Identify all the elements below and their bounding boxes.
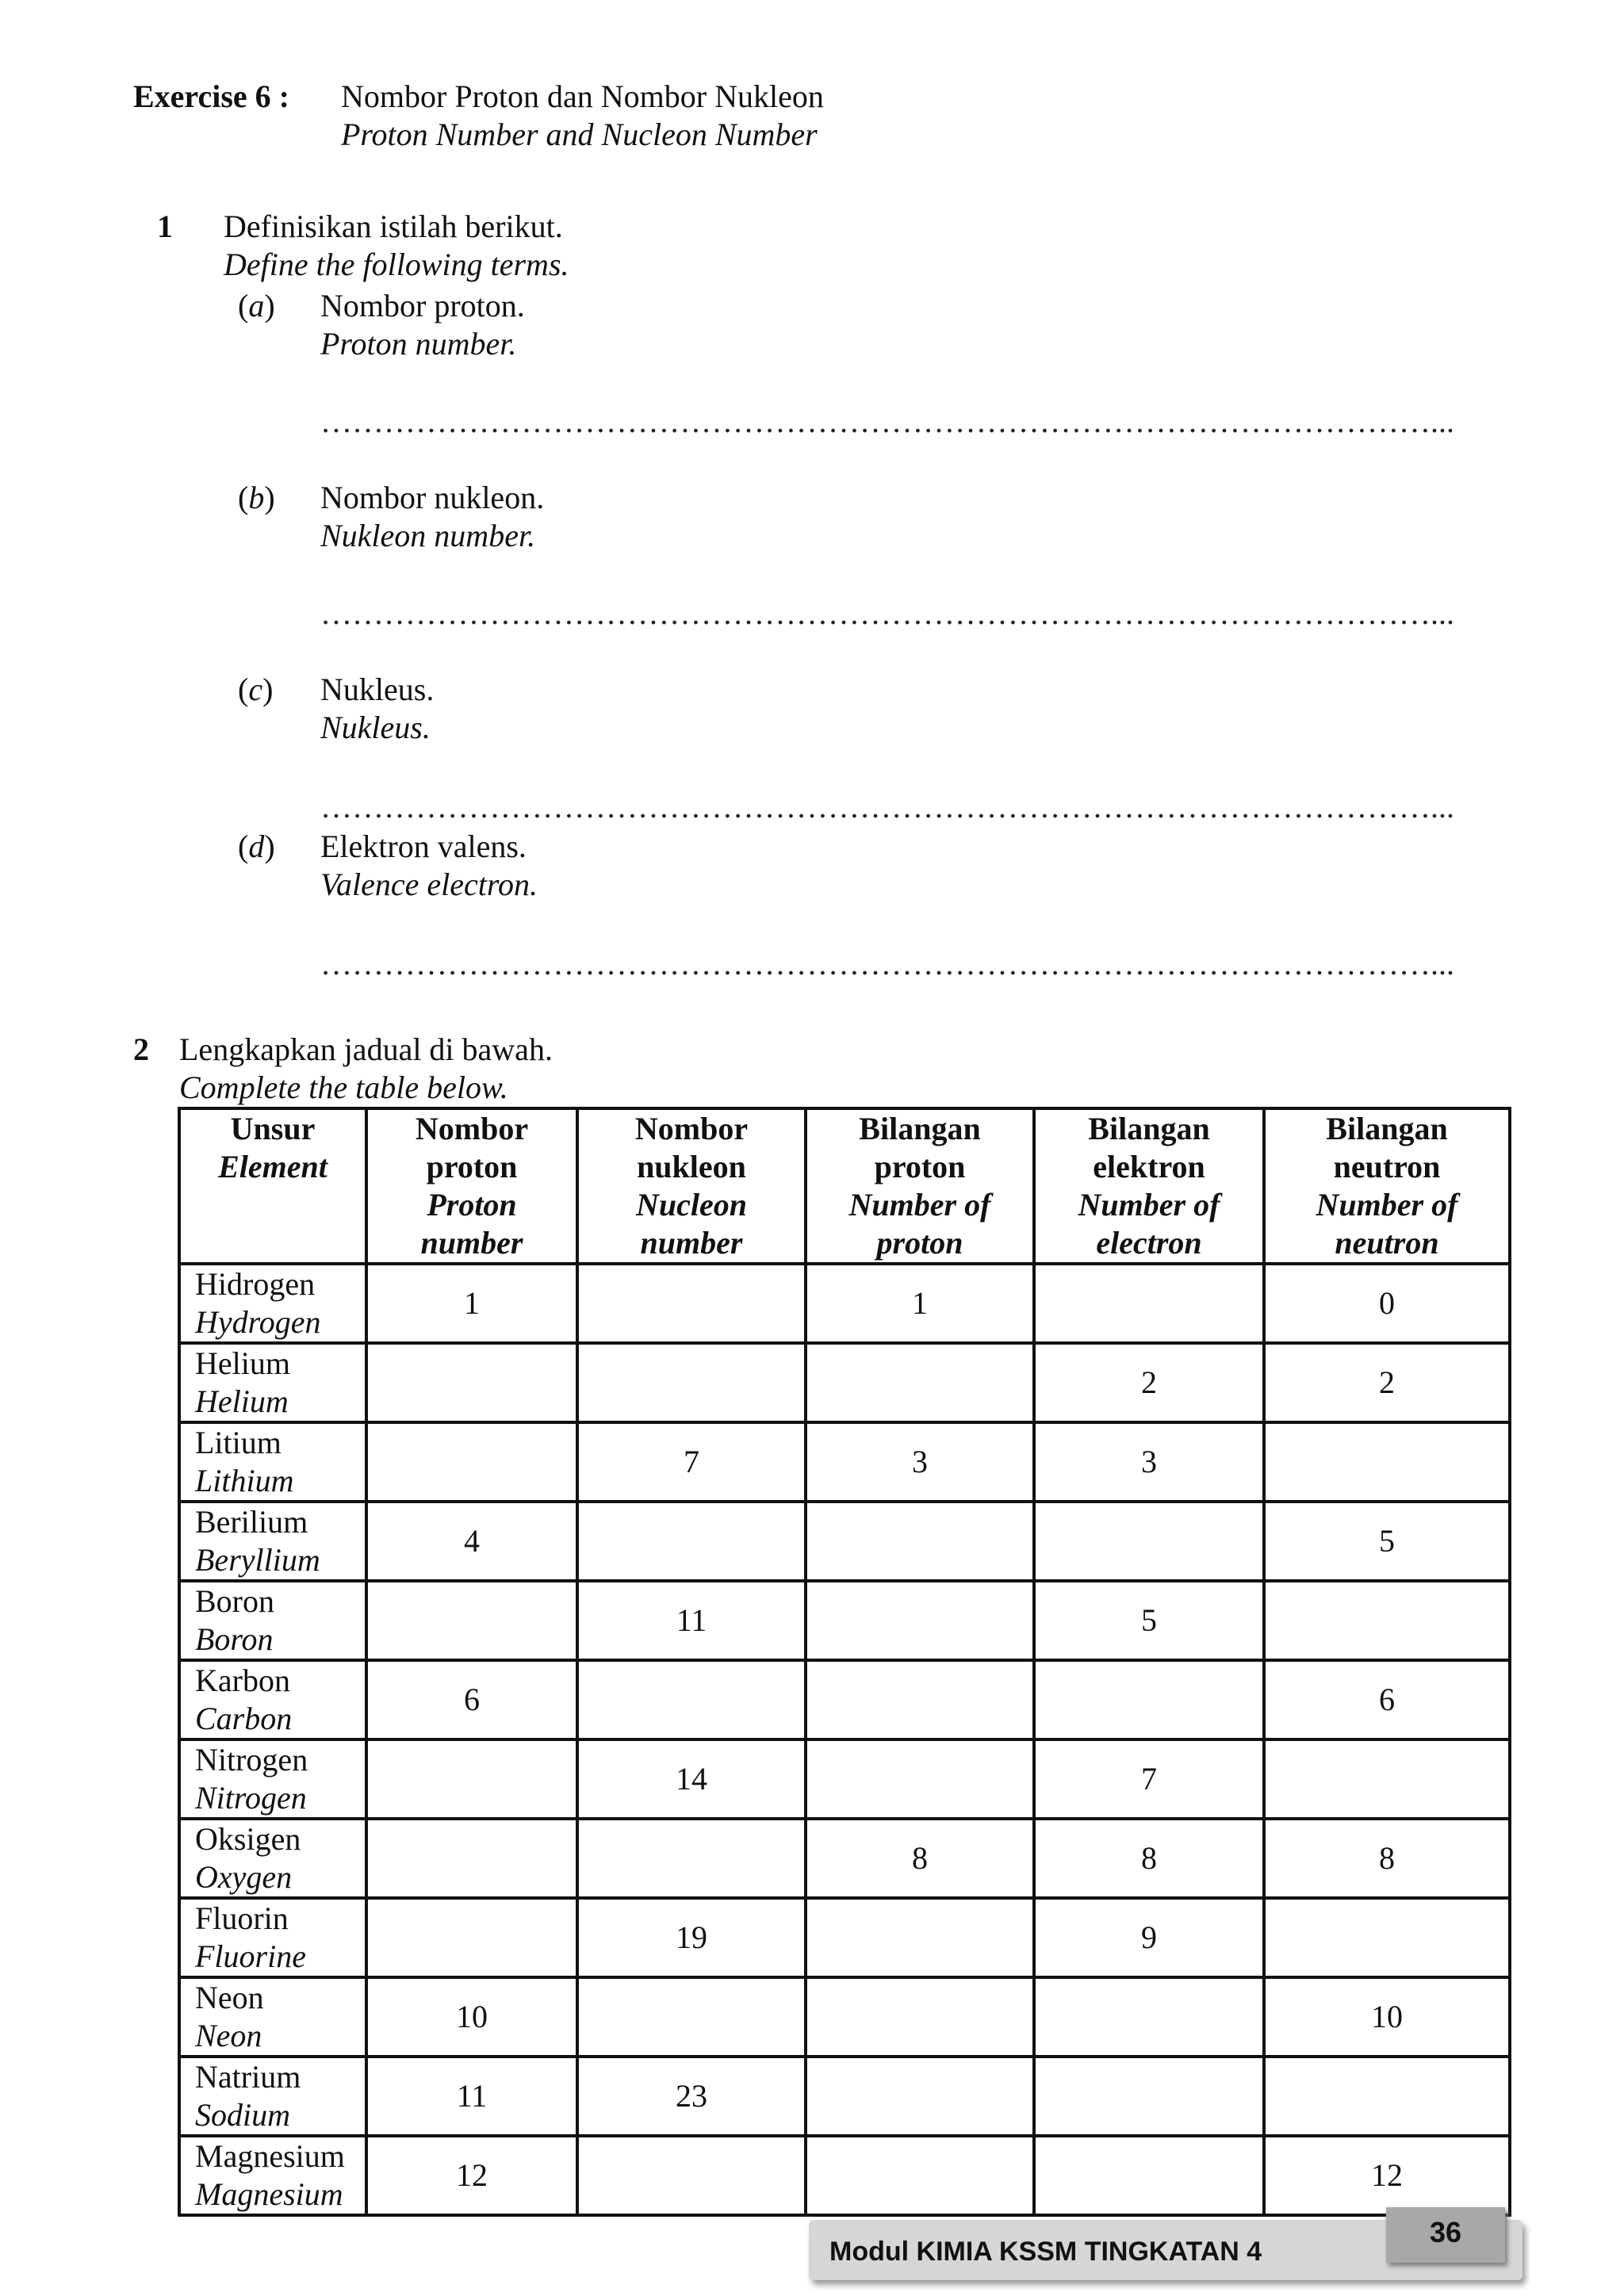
element-name-cell bbox=[179, 1422, 366, 1502]
element-name: Hidrogen bbox=[195, 1266, 316, 1302]
answer-cell[interactable] bbox=[366, 1422, 577, 1502]
element-name-cell bbox=[179, 2057, 366, 2136]
answer-cell[interactable] bbox=[806, 1343, 1034, 1422]
value-cell: 2 bbox=[1034, 1343, 1264, 1422]
answer-line-a[interactable]: ……………………………………………………………………………………………... bbox=[320, 404, 1454, 439]
table-row bbox=[179, 1343, 1510, 1422]
element-name-en: Magnesium bbox=[195, 2176, 343, 2212]
table-row bbox=[179, 1898, 1510, 1977]
answer-cell[interactable] bbox=[577, 1819, 806, 1898]
answer-cell[interactable] bbox=[577, 1977, 806, 2057]
item-c-term: Nukleus. bbox=[320, 672, 435, 707]
question-1-instruction-en: Define the following terms. bbox=[224, 247, 569, 282]
answer-cell[interactable] bbox=[1034, 2136, 1264, 2215]
value-cell: 19 bbox=[577, 1898, 806, 1977]
element-name: Fluorin bbox=[195, 1900, 289, 1936]
value-cell: 2 bbox=[1264, 1343, 1510, 1422]
table-row bbox=[179, 2136, 1510, 2215]
element-name-cell bbox=[179, 1502, 366, 1581]
table-row bbox=[179, 1581, 1510, 1660]
value-cell: 23 bbox=[577, 2057, 806, 2136]
item-d-term-en: Valence electron. bbox=[320, 867, 538, 902]
element-name-en: Helium bbox=[195, 1383, 289, 1419]
value-cell: 8 bbox=[1264, 1819, 1510, 1898]
element-name-en: Nitrogen bbox=[195, 1780, 307, 1816]
answer-cell[interactable] bbox=[366, 1739, 577, 1819]
element-name-cell bbox=[179, 1660, 366, 1739]
value-cell: 5 bbox=[1034, 1581, 1264, 1660]
value-cell: 12 bbox=[1264, 2136, 1510, 2215]
table-row bbox=[179, 1422, 1510, 1502]
element-table bbox=[178, 1107, 1511, 2217]
answer-cell[interactable] bbox=[577, 1660, 806, 1739]
item-c-term-en: Nukleus. bbox=[320, 710, 431, 745]
answer-cell[interactable] bbox=[1034, 1502, 1264, 1581]
value-cell: 11 bbox=[577, 1581, 806, 1660]
value-cell: 1 bbox=[806, 1264, 1034, 1343]
value-cell: 8 bbox=[1034, 1819, 1264, 1898]
item-a-term-en: Proton number. bbox=[320, 326, 517, 362]
element-name: Boron bbox=[195, 1583, 274, 1619]
element-name-cell bbox=[179, 1581, 366, 1660]
answer-line-d[interactable]: ……………………………………………………………………………………………... bbox=[320, 946, 1454, 982]
element-name: Helium bbox=[195, 1345, 290, 1381]
table-row bbox=[179, 1977, 1510, 2057]
header-number-of-proton: Bilangan proton Number of proton bbox=[806, 1108, 1034, 1264]
header-element: Unsur Element bbox=[179, 1108, 366, 1264]
element-name-cell bbox=[179, 2136, 366, 2215]
answer-cell[interactable] bbox=[577, 1264, 806, 1343]
answer-cell[interactable] bbox=[1034, 1660, 1264, 1739]
value-cell: 14 bbox=[577, 1739, 806, 1819]
value-cell: 9 bbox=[1034, 1898, 1264, 1977]
element-name: Nitrogen bbox=[195, 1742, 308, 1777]
answer-cell[interactable] bbox=[1264, 1739, 1510, 1819]
value-cell: 7 bbox=[1034, 1739, 1264, 1819]
answer-cell[interactable] bbox=[366, 1581, 577, 1660]
header-number-of-neutron: Bilangan neutron Number of neutron bbox=[1264, 1108, 1510, 1264]
value-cell: 0 bbox=[1264, 1264, 1510, 1343]
answer-cell[interactable] bbox=[366, 1343, 577, 1422]
answer-cell[interactable] bbox=[1034, 1264, 1264, 1343]
answer-cell[interactable] bbox=[1034, 1977, 1264, 2057]
table-row bbox=[179, 1819, 1510, 1898]
answer-line-b[interactable]: ……………………………………………………………………………………………... bbox=[320, 595, 1454, 631]
table-row bbox=[179, 2057, 1510, 2136]
question-2-number: 2 bbox=[133, 1031, 149, 1067]
table-row bbox=[179, 1264, 1510, 1343]
item-c-letter: (c) bbox=[238, 672, 274, 707]
value-cell: 12 bbox=[366, 2136, 577, 2215]
answer-cell[interactable] bbox=[806, 1739, 1034, 1819]
element-name-en: Lithium bbox=[195, 1463, 294, 1498]
value-cell: 6 bbox=[366, 1660, 577, 1739]
element-name-en: Hydrogen bbox=[195, 1304, 321, 1340]
answer-cell[interactable] bbox=[806, 2136, 1034, 2215]
table-row bbox=[179, 1739, 1510, 1819]
answer-cell[interactable] bbox=[806, 1977, 1034, 2057]
element-name-cell bbox=[179, 1264, 366, 1343]
element-name: Neon bbox=[195, 1980, 264, 2015]
item-d-term: Elektron valens. bbox=[320, 828, 527, 864]
table-row bbox=[179, 1502, 1510, 1581]
element-name-en: Sodium bbox=[195, 2097, 290, 2133]
page-number: 36 bbox=[1429, 2216, 1462, 2248]
answer-cell[interactable] bbox=[366, 1819, 577, 1898]
module-title: Modul KIMIA KSSM TINGKATAN 4 bbox=[829, 2237, 1262, 2267]
element-name-en: Neon bbox=[195, 2018, 262, 2053]
element-name: Natrium bbox=[195, 2059, 301, 2095]
table-header-row bbox=[179, 1108, 1510, 1264]
exercise-label: Exercise 6 : bbox=[133, 78, 289, 114]
value-cell: 10 bbox=[366, 1977, 577, 2057]
value-cell: 7 bbox=[577, 1422, 806, 1502]
answer-cell[interactable] bbox=[806, 1898, 1034, 1977]
element-name-cell bbox=[179, 1898, 366, 1977]
element-name-en: Fluorine bbox=[195, 1938, 306, 1974]
value-cell: 10 bbox=[1264, 1977, 1510, 2057]
element-name-cell bbox=[179, 1343, 366, 1422]
question-1-number: 1 bbox=[157, 209, 173, 244]
answer-cell[interactable] bbox=[806, 2057, 1034, 2136]
element-name: Karbon bbox=[195, 1663, 290, 1698]
table-body bbox=[179, 1264, 1510, 2215]
answer-cell[interactable] bbox=[1034, 2057, 1264, 2136]
value-cell: 3 bbox=[1034, 1422, 1264, 1502]
answer-cell[interactable] bbox=[577, 1502, 806, 1581]
element-name-cell bbox=[179, 1977, 366, 2057]
header-nucleon-number: Nombor nukleon Nucleon number bbox=[577, 1108, 806, 1264]
value-cell: 4 bbox=[366, 1502, 577, 1581]
element-name-cell bbox=[179, 1819, 366, 1898]
element-name-en: Oxygen bbox=[195, 1859, 293, 1895]
header-number-of-electron: Bilangan elektron Number of electron bbox=[1034, 1108, 1264, 1264]
element-name: Berilium bbox=[195, 1504, 308, 1540]
value-cell: 3 bbox=[806, 1422, 1034, 1502]
element-name-en: Beryllium bbox=[195, 1542, 320, 1578]
element-name-en: Boron bbox=[195, 1621, 274, 1657]
table-row bbox=[179, 1660, 1510, 1739]
exercise-title-en: Proton Number and Nucleon Number bbox=[341, 117, 818, 152]
answer-cell[interactable] bbox=[577, 1343, 806, 1422]
answer-cell[interactable] bbox=[1264, 1422, 1510, 1502]
exercise-title: Nombor Proton dan Nombor Nukleon bbox=[341, 78, 824, 114]
element-name: Litium bbox=[195, 1425, 282, 1460]
answer-cell[interactable] bbox=[1264, 1581, 1510, 1660]
item-d-letter: (d) bbox=[238, 828, 275, 864]
element-name-cell bbox=[179, 1739, 366, 1819]
question-2-instruction-en: Complete the table below. bbox=[179, 1070, 508, 1105]
item-b-letter: (b) bbox=[238, 480, 275, 515]
item-a-term: Nombor proton. bbox=[320, 288, 525, 323]
question-2-instruction: Lengkapkan jadual di bawah. bbox=[179, 1031, 553, 1067]
value-cell: 1 bbox=[366, 1264, 577, 1343]
answer-cell[interactable] bbox=[1264, 2057, 1510, 2136]
value-cell: 5 bbox=[1264, 1502, 1510, 1581]
item-b-term-en: Nukleon number. bbox=[320, 518, 536, 553]
answer-cell[interactable] bbox=[1264, 1898, 1510, 1977]
item-b-term: Nombor nukleon. bbox=[320, 480, 545, 515]
value-cell: 8 bbox=[806, 1819, 1034, 1898]
answer-line-c[interactable]: ……………………………………………………………………………………………... bbox=[320, 789, 1454, 825]
value-cell: 6 bbox=[1264, 1660, 1510, 1739]
answer-cell[interactable] bbox=[366, 1898, 577, 1977]
header-proton-number: Nombor proton Proton number bbox=[366, 1108, 577, 1264]
value-cell: 11 bbox=[366, 2057, 577, 2136]
answer-cell[interactable] bbox=[577, 2136, 806, 2215]
answer-cell[interactable] bbox=[806, 1502, 1034, 1581]
element-name-en: Carbon bbox=[195, 1701, 293, 1736]
question-1-instruction: Definisikan istilah berikut. bbox=[224, 209, 563, 244]
item-a-letter: (a) bbox=[238, 288, 275, 323]
answer-cell[interactable] bbox=[806, 1581, 1034, 1660]
element-name: Magnesium bbox=[195, 2138, 345, 2174]
answer-cell[interactable] bbox=[806, 1660, 1034, 1739]
element-name: Oksigen bbox=[195, 1821, 301, 1857]
